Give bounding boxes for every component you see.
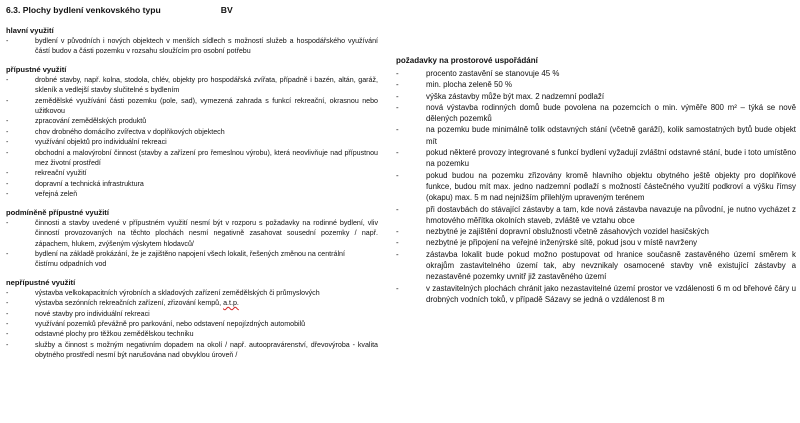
list-pripustne <box>6 75 378 200</box>
list-nepripustne <box>6 288 378 361</box>
section-title <box>6 4 378 16</box>
list-item-continuation: čistírnu odpadních vod <box>35 260 107 269</box>
list-pozadavky <box>396 68 796 305</box>
list-item: - nezbytné je připojení na veřejné inženýrské sítě, pokud jsou v místě navrženy <box>396 237 796 248</box>
left-column <box>6 0 378 361</box>
list-item: - na pozemku bude minimálně tolik odstavných stání (včetně garáží), kolik samostatných bytů bude objekt mít <box>396 124 796 147</box>
list-item: - nezbytné je zajištění dopravní obslužnosti včetně zásahových vozidel hasičských <box>396 226 796 237</box>
section-code: BV <box>220 5 233 15</box>
list-item: - při dostavbách do stávající zástavby a tam, kde nová zástavba navazuje na původní, je nutno vycházet z hmotového měřítka okolních staveb, zvláště ve vztahu obce <box>396 204 796 227</box>
list-item: - činnosti a stavby uvedené v přípustném využití nesmí být v rozporu s požadavky na rodinné bydlení, vliv činností provozovaných na těchto plochách nesmí negativně zasahovat sousední pozemky / např. zápachem, hlukem, zvýšeným výskytem hlodavců/ <box>6 218 378 249</box>
list-item: - zástavba lokalit bude pokud možno postupovat od hranice současně zastavěného území směrem k okrajům zastavitelného území tak, aby nevznikaly osamocené stavby vně existující zástavby a nezastavěné pozemky uvnitř již zastavěného území <box>396 249 796 283</box>
list-item: - odstavné plochy pro těžkou zemědělskou techniku <box>6 329 378 339</box>
spellcheck-word: a.t.p. <box>223 299 239 308</box>
list-item: - drobné stavby, např. kolna, stodola, chlév, objekty pro hospodářská zvířata, případně i bazén, altán, garáž, skleník a vedlejší stavby slučitelné s bydlením <box>6 75 378 96</box>
list-item: - chov drobného domácího zvířectva v doplňkových objektech <box>6 127 378 137</box>
list-item: - dopravní a technická infrastruktura <box>6 179 378 189</box>
list-item: - zpracování zemědělských produktů <box>6 116 378 126</box>
list-item: - využívání pozemků převážně pro parkování, nebo odstavení nepojízdných automobilů <box>6 319 378 329</box>
heading-podminene: podmíněně přípustné využití <box>6 207 109 217</box>
list-item: - využívání objektů pro individuální rekreaci <box>6 137 378 147</box>
heading-pozadavky: požadavky na prostorové uspořádání <box>396 56 538 65</box>
list-podminene <box>6 218 378 270</box>
heading-nepripustne: nepřípustné využití <box>6 277 76 287</box>
list-item: - zemědělské využívání části pozemku (pole, sad), vymezená zahrada s funkcí rekreační, okrasnou nebo užitkovou <box>6 96 378 117</box>
list-item: - procento zastavění se stanovuje 45 % <box>396 68 796 79</box>
list-item: - bydlení na základě prokázání, že je zajištěno napojení všech lokalit, řešených změnou na centrální <box>6 249 378 259</box>
list-item: - pokud budou na pozemku zřizovány kromě hlavního objektu obytného ještě objekty pro doplňkové funkce, budou mít max. jedno nadzemní podlaží s možností částečného využití podkroví a výšku římsy (okapu) max. 5 m nad nejnižším přilehlým upraveným terénem <box>396 170 796 204</box>
list-item: - v zastavitelných plochách chránit jako nezastavitelné území prostor ve vzdálenosti 6 m od břehové čáry u drobných vodních toků, v případě Sázavy se jedná o vzdálenost 8 m <box>396 283 796 306</box>
list-hlavni <box>6 36 378 57</box>
list-item: - pokud některé provozy integrované s funkcí bydlení vyžadují zvláštní odstavné stání, bude i toto umístěno na pozemku <box>396 147 796 170</box>
list-item: - nové stavby pro individuální rekreaci <box>6 309 378 319</box>
list-item: - služby a činnost s možným negativním dopadem na okolí / např. autoopravárenství, dřevovýroba - kvalita obytného prostředí nesmí být narušována nad obvyklou úroveň / <box>6 340 378 361</box>
list-item: - min. plocha zeleně 50 % <box>396 79 796 90</box>
list-item: - veřejná zeleň <box>6 189 378 199</box>
list-item <box>6 298 378 308</box>
section-title-text: 6.3. Plochy bydlení venkovského typu <box>6 5 161 15</box>
list-item: - výstavba velkokapacitních výrobních a skladových zařízení zemědělských či průmyslových <box>6 288 378 298</box>
list-item: - nová výstavba rodinných domů bude povolena na pozemcích o min. výměře 800 m² – týká se nově dělených pozemků <box>396 102 796 125</box>
right-column <box>396 55 796 305</box>
list-item: - výška zástavby může být max. 2 nadzemní podlaží <box>396 91 796 102</box>
heading-hlavni: hlavní využití <box>6 26 54 35</box>
heading-pripustne: přípustné využití <box>6 64 67 74</box>
list-item: - bydlení v původních i nových objektech v menších sídlech s možností služeb a hospodářského využívání částí budov a části pozemku v rozsahu sloužícím pro osobní potřebu <box>6 36 378 57</box>
list-item: - obchodní a malovýrobní činnost (stavby a zařízení pro řemeslnou výrobu), která neovlivňuje nad přípustnou mez životní prostředí <box>6 148 378 169</box>
list-item: - rekreační využití <box>6 168 378 178</box>
list-item-text: výstavba sezónních rekreačních zařízení, zřizování kempů, <box>35 299 222 308</box>
